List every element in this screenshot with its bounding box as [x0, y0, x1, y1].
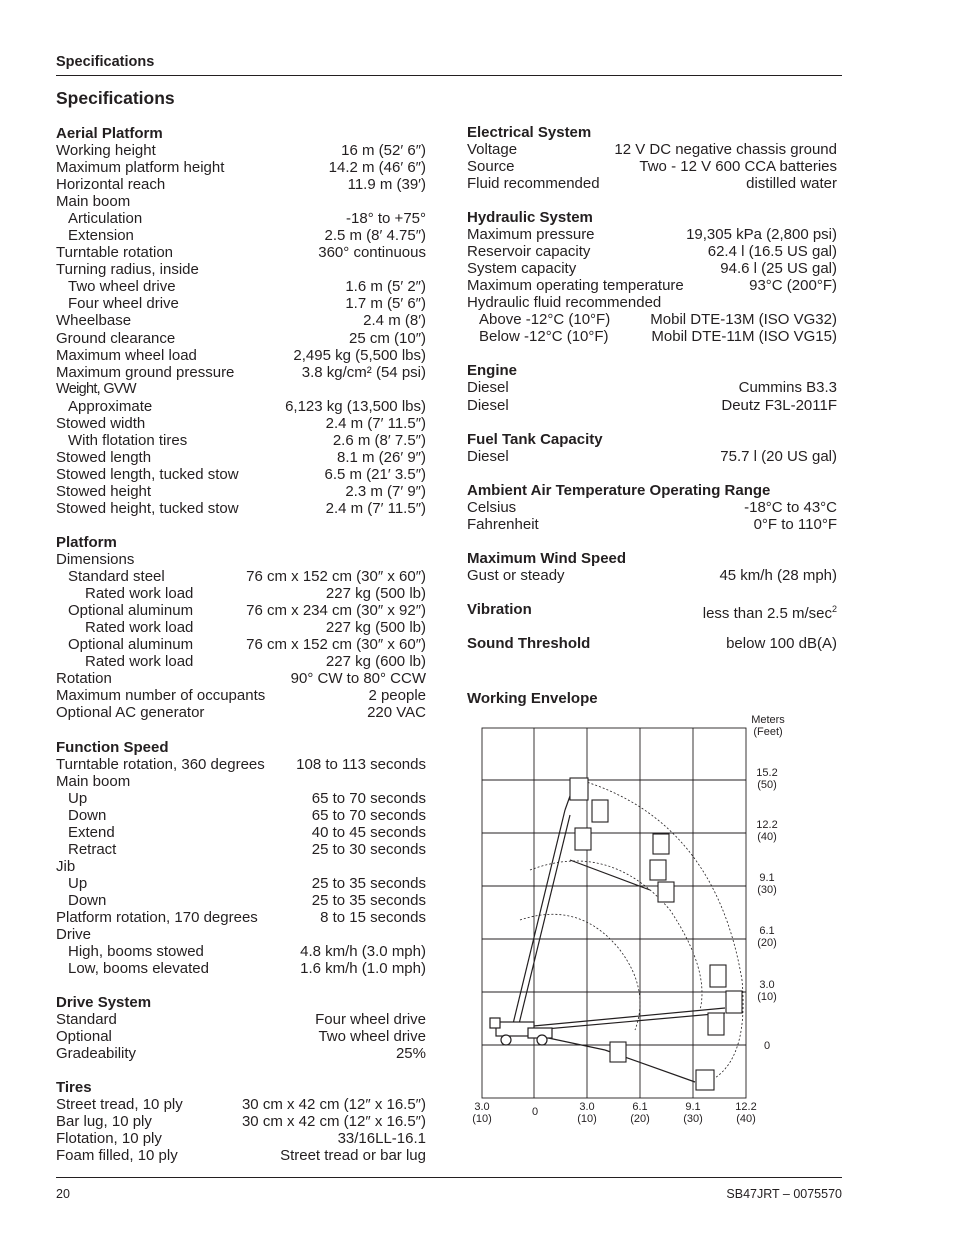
spec-value: 30 cm x 42 cm (12″ x 16.5″) [241, 1096, 426, 1114]
spec-row [56, 142, 426, 159]
spec-row [56, 1113, 426, 1130]
spec-value: 93°C (200°F) [749, 277, 837, 295]
section-gap [467, 584, 837, 601]
spec-label: Stowed length, tucked stow [56, 465, 239, 483]
spec-label: Diesel [467, 396, 509, 414]
tick-feet: (10) [757, 990, 777, 1003]
spec-row [56, 773, 426, 790]
spec-label: Rated work load [85, 653, 194, 671]
section-gap [467, 533, 837, 550]
spec-label: With flotation tires [68, 431, 188, 449]
tick-meters: 3.0 [579, 1101, 595, 1113]
spec-row [56, 1096, 426, 1113]
spec-row [56, 193, 426, 210]
x-tick-label [462, 1102, 502, 1125]
spec-row [56, 653, 426, 670]
footer-rule [56, 1177, 842, 1178]
y-tick-label [742, 980, 792, 1003]
tick-feet: (40) [736, 1112, 756, 1125]
x-tick-label [673, 1102, 713, 1125]
spec-row [56, 159, 426, 176]
spec-value: 76 cm x 152 cm (30″ x 60″) [246, 636, 426, 654]
spec-value: 6,123 kg (13,500 lbs) [285, 397, 426, 415]
spec-row [467, 516, 837, 533]
tick-feet: (30) [757, 883, 777, 896]
spec-value: 2.3 m (7′ 9″) [345, 482, 426, 500]
spec-label: Main boom [56, 772, 131, 790]
spec-value: 33/16LL-16.1 [337, 1130, 426, 1148]
tick-meters: 3.0 [759, 979, 775, 991]
spec-row [56, 466, 426, 483]
spec-value: 90° CW to 80° CCW [290, 670, 426, 688]
spec-label: Maximum platform height [56, 159, 225, 177]
spec-value: 0°F to 110°F [753, 515, 837, 533]
tick-meters: 12.2 [735, 1101, 757, 1113]
spec-row [56, 295, 426, 312]
x-tick-label [620, 1102, 660, 1125]
spec-row [467, 226, 837, 243]
machine-chassis [490, 1018, 552, 1045]
spec-row [56, 551, 426, 568]
spec-value: 94.6 l (25 US gal) [720, 260, 837, 278]
spec-row [56, 1147, 426, 1164]
section-gap [56, 517, 426, 534]
section-heading: Platform [56, 534, 117, 552]
section-heading: Vibration [467, 600, 532, 618]
spec-row [56, 312, 426, 329]
section-heading: Tires [56, 1079, 92, 1097]
spec-label: Retract [68, 840, 117, 858]
spec-label: Two wheel drive [68, 278, 176, 296]
spec-value: 227 kg (600 lb) [325, 653, 426, 671]
spec-row [56, 1011, 426, 1028]
spec-row [467, 600, 837, 622]
spec-label: Main boom [56, 193, 131, 211]
spec-label: Maximum number of occupants [56, 687, 266, 705]
spec-row [56, 841, 426, 858]
spec-row [467, 448, 837, 465]
document-id: SB47JRT – 0075570 [726, 1187, 842, 1201]
spec-label: Platform rotation, 170 degrees [56, 908, 258, 926]
spec-label: Stowed width [56, 414, 146, 432]
spec-label: Diesel [467, 379, 509, 397]
spec-value: 8.1 m (26′ 9″) [337, 448, 426, 466]
spec-label: Standard steel [68, 568, 165, 586]
spec-label: Four wheel drive [68, 295, 179, 313]
spec-value: 11.9 m (39′) [347, 176, 426, 194]
spec-label: Fluid recommended [467, 175, 600, 193]
spec-label: Stowed height, tucked stow [56, 499, 239, 517]
spec-row [56, 909, 426, 926]
spec-value: 25 to 35 seconds [311, 891, 426, 909]
spec-row [467, 294, 837, 311]
spec-row [56, 347, 426, 364]
spec-value: 1.6 m (5′ 2″) [345, 278, 426, 296]
spec-value: 2 people [368, 687, 426, 705]
spec-row [56, 483, 426, 500]
section-gap [56, 722, 426, 739]
section-gap [467, 414, 837, 431]
x-tick-label [726, 1102, 766, 1125]
spec-label: Maximum ground pressure [56, 363, 235, 381]
spec-row [56, 756, 426, 773]
spec-row [56, 943, 426, 960]
working-envelope-title: Working Envelope [467, 690, 598, 707]
spec-row [56, 585, 426, 602]
tick-feet: (40) [757, 830, 777, 843]
spec-value: 65 to 70 seconds [311, 806, 426, 824]
spec-value: 76 cm x 234 cm (30″ x 92″) [246, 602, 426, 620]
spec-row [56, 687, 426, 704]
section-heading: Hydraulic System [467, 209, 593, 227]
spec-label: Jib [56, 857, 76, 875]
spec-row [467, 499, 837, 516]
tick-meters: 0 [763, 1040, 771, 1052]
spec-value: 25 to 35 seconds [311, 874, 426, 892]
spec-label: Wheelbase [56, 312, 132, 330]
spec-row [56, 619, 426, 636]
section-heading: Function Speed [56, 738, 169, 756]
tick-feet: (10) [472, 1112, 492, 1125]
spec-label: Maximum wheel load [56, 346, 197, 364]
spec-value: 25% [395, 1045, 426, 1063]
spec-row [56, 568, 426, 585]
spec-row [56, 892, 426, 909]
tick-feet: (10) [577, 1112, 597, 1125]
spec-row [467, 397, 837, 414]
spec-value [726, 635, 837, 652]
spec-value: Street tread or bar lug [280, 1147, 426, 1165]
section-gap [56, 1062, 426, 1079]
spec-row [56, 602, 426, 619]
spec-value: 75.7 l (20 US gal) [720, 447, 837, 465]
spec-label: Gradeability [56, 1045, 137, 1063]
spec-value: -18°C to 43°C [744, 498, 837, 516]
tick-meters: 0 [531, 1106, 539, 1118]
spec-label: Optional AC generator [56, 704, 205, 722]
spec-label: Optional [56, 1028, 112, 1046]
spec-label: Diesel [467, 447, 509, 465]
tick-feet: (30) [683, 1112, 703, 1125]
spec-row [56, 1130, 426, 1147]
spec-value: 45 km/h (28 mph) [719, 566, 837, 584]
spec-value: 8 to 15 seconds [320, 908, 426, 926]
spec-label: Down [68, 806, 107, 824]
spec-row [56, 415, 426, 432]
running-header: Specifications [56, 54, 155, 70]
spec-row [56, 1045, 426, 1062]
section-gap [467, 345, 837, 362]
spec-value: 6.5 m (21′ 3.5″) [324, 465, 426, 483]
spec-row [56, 824, 426, 841]
spec-value: 2.5 m (8′ 4.75″) [324, 227, 426, 245]
spec-label: Turntable rotation, 360 degrees [56, 755, 265, 773]
spec-row [56, 875, 426, 892]
left-column [56, 125, 426, 1164]
spec-row [467, 175, 837, 192]
spec-row [56, 926, 426, 943]
spec-label: Above -12°C (10°F) [479, 311, 611, 329]
spec-value: 2.4 m (7′ 11.5″) [325, 499, 426, 517]
spec-value: 360° continuous [318, 244, 426, 262]
spec-value-text: below 100 dB(A) [726, 634, 837, 652]
spec-label: Stowed height [56, 482, 152, 500]
spec-value: 2.4 m (8′) [363, 312, 426, 330]
superscript: 2 [831, 603, 837, 614]
spec-row [56, 176, 426, 193]
section-heading: Drive System [56, 994, 152, 1012]
spec-row [56, 364, 426, 381]
spec-row [56, 807, 426, 824]
spec-label: High, booms stowed [68, 943, 204, 961]
spec-row [56, 278, 426, 295]
spec-value: 2,495 kg (5,500 lbs) [293, 346, 426, 364]
spec-label: Low, booms elevated [68, 960, 209, 978]
spec-row [467, 567, 837, 584]
spec-value: 1.7 m (5′ 6″) [345, 295, 426, 313]
spec-row [56, 960, 426, 977]
spec-label: Street tread, 10 ply [56, 1096, 183, 1114]
spec-label: Maximum pressure [467, 226, 595, 244]
right-column [467, 124, 837, 652]
spec-label: Flotation, 10 ply [56, 1130, 162, 1148]
spec-label: Source [467, 158, 515, 176]
platform-baskets [570, 778, 742, 1090]
spec-value: 65 to 70 seconds [311, 789, 426, 807]
spec-value: 25 cm (10″) [349, 329, 426, 347]
spec-label: Stowed length [56, 448, 152, 466]
y-tick-label [742, 768, 792, 791]
spec-label: Rated work load [85, 585, 194, 603]
section-heading: Electrical System [467, 124, 592, 141]
y-tick-label [742, 820, 792, 843]
tick-meters: 12.2 [756, 819, 778, 831]
section-heading: Maximum Wind Speed [467, 549, 627, 567]
spec-row [56, 500, 426, 517]
tick-meters: 15.2 [756, 767, 778, 779]
spec-label: Weight, GVW [56, 380, 136, 397]
section-heading: Engine [467, 362, 518, 380]
spec-row [56, 330, 426, 347]
spec-label: Below -12°C (10°F) [479, 328, 609, 346]
section-heading: Sound Threshold [467, 634, 591, 652]
spec-label: Hydraulic fluid recommended [467, 294, 662, 312]
y-tick-label [742, 873, 792, 896]
spec-value: 2.4 m (7′ 11.5″) [325, 414, 426, 432]
tick-meters: 6.1 [632, 1101, 648, 1113]
spec-label: Foam filled, 10 ply [56, 1147, 178, 1165]
tick-meters: 6.1 [759, 925, 775, 937]
spec-row [467, 277, 837, 294]
spec-row [56, 432, 426, 449]
spec-label: Maximum operating temperature [467, 277, 684, 295]
spec-value: Mobil DTE-13M (ISO VG32) [650, 311, 837, 329]
page-title: Specifications [56, 88, 175, 108]
spec-label: Turning radius, inside [56, 261, 199, 279]
spec-value: 2.6 m (8′ 7.5″) [332, 431, 426, 449]
spec-label: Celsius [467, 498, 517, 516]
spec-label: Down [68, 891, 107, 909]
spec-value: 19,305 kPa (2,800 psi) [686, 226, 837, 244]
spec-row [56, 790, 426, 807]
spec-row [56, 261, 426, 278]
spec-row [56, 398, 426, 415]
header-rule [56, 75, 842, 76]
spec-value: distilled water [746, 175, 837, 193]
spec-value: 16 m (52′ 6″) [341, 142, 426, 159]
section-gap [56, 977, 426, 994]
spec-label: Extend [68, 823, 115, 841]
spec-row [56, 636, 426, 653]
section-heading: Fuel Tank Capacity [467, 430, 603, 448]
spec-row [467, 243, 837, 260]
spec-row [467, 635, 837, 652]
spec-value: 1.6 km/h (1.0 mph) [300, 960, 426, 978]
spec-label: Approximate [68, 397, 153, 415]
spec-label: Standard [56, 1011, 117, 1029]
spec-value: 4.8 km/h (3.0 mph) [300, 943, 426, 961]
spec-label: Drive [56, 925, 92, 943]
tick-meters: 9.1 [759, 872, 775, 884]
spec-value: 12 V DC negative chassis ground [614, 141, 837, 158]
spec-row [56, 381, 426, 398]
spec-value: Two wheel drive [318, 1028, 426, 1046]
spec-value: 14.2 m (46′ 6″) [328, 159, 426, 177]
envelope-units: Meters (Feet) [751, 714, 785, 738]
spec-value: 62.4 l (16.5 US gal) [707, 243, 837, 261]
spec-value: 108 to 113 seconds [296, 755, 426, 773]
spec-label: Optional aluminum [68, 602, 194, 620]
spec-value: Deutz F3L-2011F [721, 396, 837, 414]
spec-value [703, 601, 837, 622]
spec-label: Rated work load [85, 619, 194, 637]
spec-label: Bar lug, 10 ply [56, 1113, 152, 1131]
x-tick-label [567, 1102, 607, 1125]
spec-value: 76 cm x 152 cm (30″ x 60″) [246, 568, 426, 586]
spec-row [56, 670, 426, 687]
spec-row [56, 449, 426, 466]
spec-value: 3.8 kg/cm² (54 psi) [301, 363, 426, 381]
spec-row [467, 311, 837, 328]
spec-row [56, 858, 426, 875]
spec-row [467, 379, 837, 396]
spec-value: Two - 12 V 600 CCA batteries [639, 158, 837, 176]
spec-value: Cummins B3.3 [738, 379, 837, 397]
spec-label: Working height [56, 142, 156, 159]
x-tick-label [515, 1107, 555, 1119]
spec-row [467, 260, 837, 277]
spec-row [56, 227, 426, 244]
spec-label: Gust or steady [467, 566, 565, 584]
spec-row [56, 210, 426, 227]
section-gap [467, 465, 837, 482]
spec-label: Dimensions [56, 551, 135, 569]
spec-label: Horizontal reach [56, 176, 166, 194]
page-number: 20 [56, 1187, 70, 1201]
spec-row [467, 158, 837, 175]
spec-row [56, 704, 426, 721]
spec-label: Optional aluminum [68, 636, 194, 654]
tick-feet: (20) [757, 936, 777, 949]
tick-meters: 3.0 [474, 1101, 490, 1113]
spec-row [56, 1028, 426, 1045]
spec-value: Four wheel drive [315, 1011, 426, 1029]
spec-value: 30 cm x 42 cm (12″ x 16.5″) [241, 1113, 426, 1131]
section-gap [467, 192, 837, 209]
section-heading: Ambient Air Temperature Operating Range [467, 481, 771, 499]
spec-value: 220 VAC [367, 704, 426, 722]
section-heading: Aerial Platform [56, 125, 163, 142]
spec-label: Extension [68, 227, 134, 245]
spec-label: Ground clearance [56, 329, 176, 347]
spec-value: -18° to +75° [346, 210, 426, 228]
spec-label: Articulation [68, 210, 143, 228]
spec-label: Fahrenheit [467, 515, 539, 533]
spec-value: 227 kg (500 lb) [325, 619, 426, 637]
spec-value: 25 to 30 seconds [311, 840, 426, 858]
spec-value: Mobil DTE-11M (ISO VG15) [651, 328, 837, 346]
y-tick-label [742, 1041, 792, 1053]
tick-feet: (20) [630, 1112, 650, 1125]
spec-label: Up [68, 874, 88, 892]
spec-row [467, 328, 837, 345]
spec-label: System capacity [467, 260, 577, 278]
spec-label: Voltage [467, 141, 518, 158]
spec-row [56, 244, 426, 261]
tick-meters: 9.1 [685, 1101, 701, 1113]
spec-label: Turntable rotation [56, 244, 174, 262]
spec-value-text: less than 2.5 m/sec [702, 604, 832, 622]
y-tick-label [742, 926, 792, 949]
spec-label: Reservoir capacity [467, 243, 591, 261]
spec-label: Up [68, 789, 88, 807]
spec-value: 227 kg (500 lb) [325, 585, 426, 603]
spec-value: 40 to 45 seconds [311, 823, 426, 841]
spec-label: Rotation [56, 670, 112, 688]
tick-feet: (50) [757, 778, 777, 791]
spec-row [467, 141, 837, 158]
